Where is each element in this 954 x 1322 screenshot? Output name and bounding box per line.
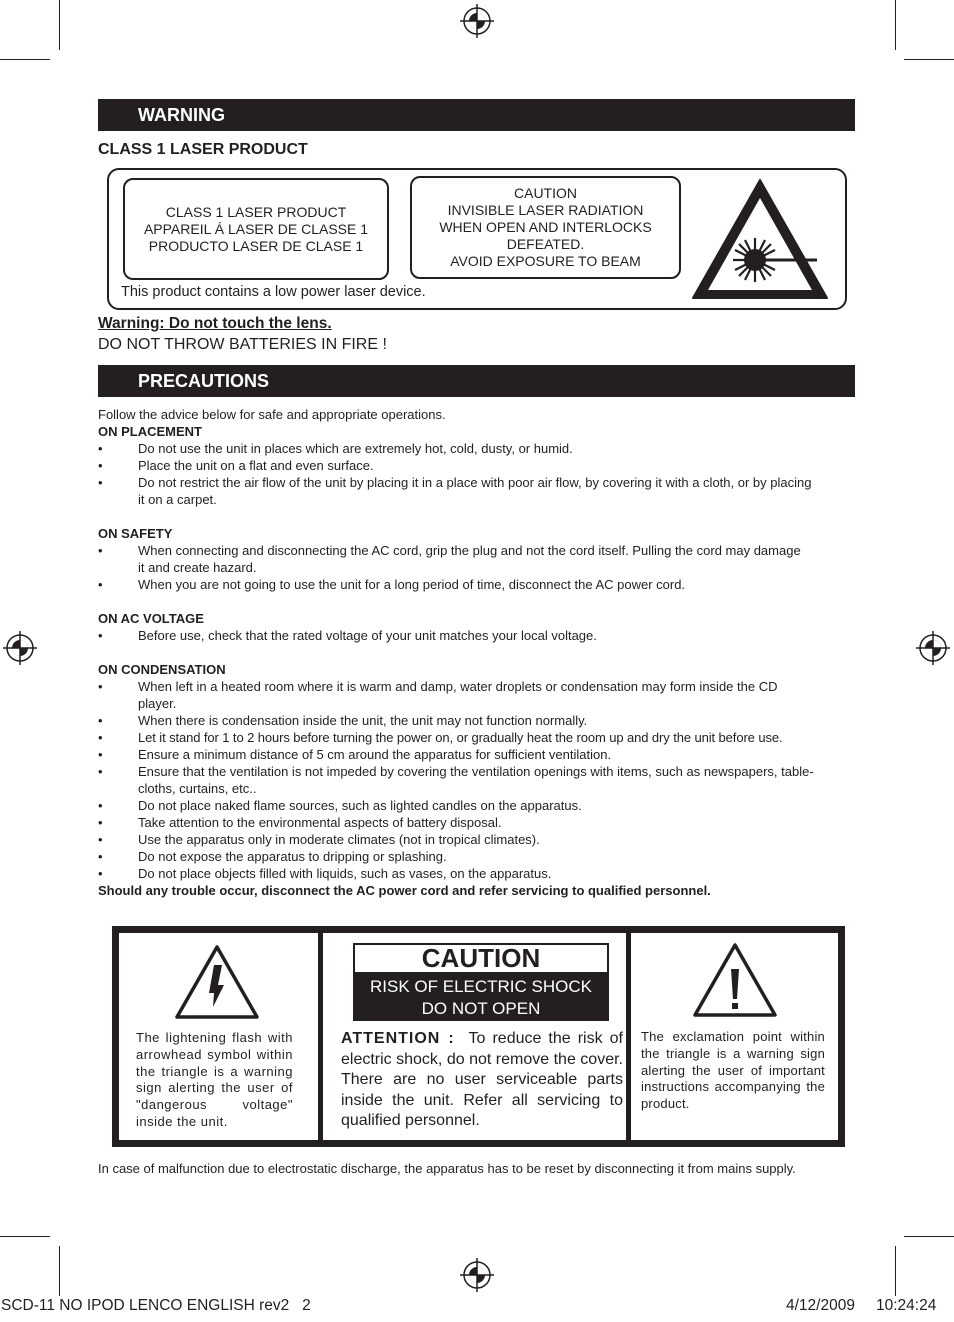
registration-mark-icon bbox=[460, 4, 494, 38]
crop-mark bbox=[904, 59, 954, 60]
exclamation-triangle-icon bbox=[691, 941, 779, 1019]
list-item: • Do not expose the apparatus to dripping or splashing. bbox=[98, 848, 858, 865]
list-item: • Ensure that the ventilation is not impeded by covering the ventilation openings with items, such as newspapers, table-cloths, curtains, etc.. bbox=[98, 763, 838, 797]
attention-label: ATTENTION : bbox=[341, 1030, 455, 1047]
precautions-body bbox=[98, 406, 858, 899]
trouble-note: Should any trouble occur, disconnect the AC power cord and refer servicing to qualified personnel. bbox=[98, 883, 711, 898]
list-item: • Do not place objects filled with liquids, such as vases, on the apparatus. bbox=[98, 865, 858, 882]
attention-body: To reduce the risk of electric shock, do not remove the cover. There are no user serviceable parts inside the unit. Refer all servicing to qualified personnel. bbox=[341, 1030, 623, 1129]
laser-radiation-icon bbox=[689, 176, 831, 302]
voltage-symbol-text: The lightening flash with arrowhead symbol within the triangle is a warning sign alerting the user of "dangerous voltage" inside the unit. bbox=[136, 1030, 293, 1129]
label-line: AVOID EXPOSURE TO BEAM bbox=[450, 253, 641, 269]
lightning-triangle-icon bbox=[173, 943, 261, 1021]
label-line: PRODUCTO LASER DE CLASE 1 bbox=[148, 237, 364, 254]
list-item: • Place the unit on a flat and even surface. bbox=[98, 457, 858, 474]
list-item: • Ensure a minimum distance of 5 cm around the apparatus for sufficient ventilation. bbox=[98, 746, 858, 763]
label-line: INVISIBLE LASER RADIATION bbox=[447, 202, 644, 218]
crop-mark bbox=[0, 1236, 50, 1237]
label-line: WHEN OPEN AND INTERLOCKS bbox=[439, 219, 652, 235]
list-item: • Use the apparatus only in moderate climates (not in tropical climates). bbox=[98, 831, 858, 848]
footer-date: 4/12/2009 bbox=[786, 1297, 855, 1314]
list-item: • Do not use the unit in places which are extremely hot, cold, dusty, or humid. bbox=[98, 440, 858, 457]
warning-heading: WARNING bbox=[98, 99, 855, 131]
crop-mark bbox=[59, 1246, 60, 1296]
voltage-symbol-cell bbox=[119, 933, 318, 1140]
label-line: APPAREIL Á LASER DE CLASSE 1 bbox=[143, 220, 369, 237]
registration-mark-icon bbox=[460, 1258, 494, 1292]
laser-class-label bbox=[123, 178, 389, 280]
list-item: • When left in a heated room where it is warm and damp, water droplets or condensation may form inside the CD player. bbox=[98, 678, 813, 712]
band-line: RISK OF ELECTRIC SHOCK bbox=[370, 977, 592, 996]
list-item: • Do not restrict the air flow of the unit by placing it in a place with poor air flow, by covering it with a cloth, or by placing it on a carpet. bbox=[98, 474, 818, 508]
exclamation-symbol-text: The exclamation point within the triangle is a warning sign alerting the user of important instructions accompanying the product. bbox=[641, 1029, 825, 1112]
exclamation-symbol-cell bbox=[631, 933, 838, 1140]
list-item: • Take attention to the environmental aspects of battery disposal. bbox=[98, 814, 858, 831]
list-item: • When there is condensation inside the unit, the unit may not function normally. bbox=[98, 712, 858, 729]
label-line: CAUTION bbox=[514, 185, 577, 201]
placement-title: ON PLACEMENT bbox=[98, 424, 202, 439]
list-item: • When connecting and disconnecting the AC cord, grip the plug and not the cord itself. Pulling the cord may damage it and create hazard. bbox=[98, 542, 803, 576]
list-item: • Do not place naked flame sources, such as lighted candles on the apparatus. bbox=[98, 797, 858, 814]
registration-mark-icon bbox=[916, 631, 950, 665]
footer-file-info: SCD-11 NO IPOD LENCO ENGLISH rev2 2 bbox=[1, 1297, 311, 1314]
label-line: DEFEATED. bbox=[506, 236, 585, 252]
crop-mark bbox=[0, 59, 50, 60]
crop-mark bbox=[904, 1236, 954, 1237]
attention-text bbox=[341, 1029, 623, 1132]
caution-panel bbox=[112, 926, 845, 1147]
band-line: DO NOT OPEN bbox=[421, 999, 541, 1018]
caution-title: CAUTION bbox=[353, 943, 609, 974]
caution-center-cell bbox=[323, 933, 626, 1140]
list-item: • Before use, check that the rated voltage of your unit matches your local voltage. bbox=[98, 627, 858, 644]
crop-mark bbox=[895, 1246, 896, 1296]
registration-mark-icon bbox=[3, 631, 37, 665]
battery-warning: DO NOT THROW BATTERIES IN FIRE ! bbox=[98, 336, 387, 353]
laser-caution-label bbox=[410, 176, 681, 279]
safety-title: ON SAFETY bbox=[98, 526, 173, 541]
condensation-title: ON CONDENSATION bbox=[98, 662, 226, 677]
precautions-intro: Follow the advice below for safe and appropriate operations. bbox=[98, 407, 446, 422]
lens-warning: Warning: Do not touch the lens. bbox=[98, 315, 332, 332]
class-1-laser-heading: CLASS 1 LASER PRODUCT bbox=[98, 141, 308, 158]
crop-mark bbox=[895, 0, 896, 50]
footer-time: 10:24:24 bbox=[876, 1297, 937, 1314]
precautions-heading: PRECAUTIONS bbox=[98, 365, 855, 397]
laser-note: This product contains a low power laser device. bbox=[121, 284, 426, 300]
list-item: • When you are not going to use the unit for a long period of time, disconnect the AC power cord. bbox=[98, 576, 858, 593]
list-item: • Let it stand for 1 to 2 hours before turning the power on, or gradually heat the room up and dry the unit before use. bbox=[98, 729, 858, 746]
electric-shock-band bbox=[353, 974, 609, 1021]
crop-mark bbox=[59, 0, 60, 50]
label-line: CLASS 1 LASER PRODUCT bbox=[165, 203, 347, 220]
voltage-title: ON AC VOLTAGE bbox=[98, 611, 204, 626]
esd-note: In case of malfunction due to electrostatic discharge, the apparatus has to be reset by disconnecting it from mains supply. bbox=[98, 1161, 796, 1176]
